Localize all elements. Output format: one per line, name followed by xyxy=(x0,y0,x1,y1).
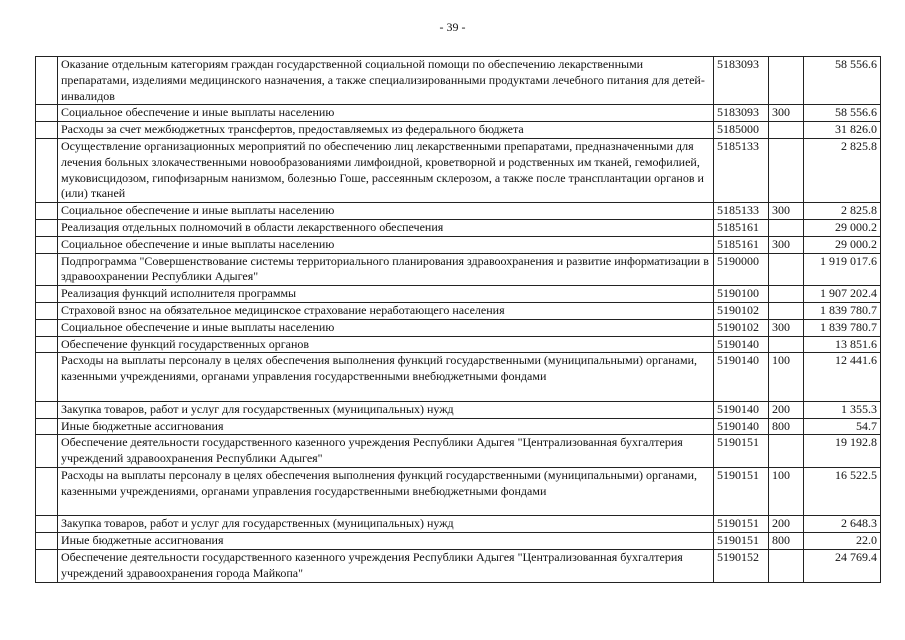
target-code-cell: 5190140 xyxy=(714,401,769,418)
blank-cell xyxy=(36,219,58,236)
amount-cell: 58 556.6 xyxy=(804,57,881,105)
expense-type-cell xyxy=(769,435,804,468)
table-row xyxy=(36,138,881,202)
target-code-cell: 5190100 xyxy=(714,286,769,303)
expense-name-cell: Социальное обеспечение и иные выплаты населению xyxy=(58,236,714,253)
table-row xyxy=(36,549,881,582)
target-code-cell: 5190102 xyxy=(714,319,769,336)
target-code-cell: 5190151 xyxy=(714,467,769,515)
expense-type-cell xyxy=(769,549,804,582)
expense-type-cell xyxy=(769,336,804,353)
target-code-cell: 5190102 xyxy=(714,302,769,319)
amount-cell: 29 000.2 xyxy=(804,219,881,236)
table-row xyxy=(36,286,881,303)
expense-name-cell: Расходы на выплаты персоналу в целях обеспечения выполнения функций государственными (муниципальными) органами, казенными учреждениями, органами управления государственными внебюджетными фондами xyxy=(58,353,714,401)
target-code-cell: 5190140 xyxy=(714,418,769,435)
target-code-cell: 5190151 xyxy=(714,435,769,468)
expense-name-cell: Иные бюджетные ассигнования xyxy=(58,533,714,550)
target-code-cell: 5185133 xyxy=(714,203,769,220)
table-row xyxy=(36,302,881,319)
blank-cell xyxy=(36,105,58,122)
blank-cell xyxy=(36,435,58,468)
target-code-cell: 5190140 xyxy=(714,336,769,353)
expense-name-cell: Осуществление организационных мероприятий по обеспечению лиц лекарственными препаратами, предназначенными для лечения больных злокачественными новообразованиями лимфоидной, кроветворной и родственных им тканей, гемофилией, муковисцидозом, гипофизарным нанизмом, болезнью Гоше, рассеянным склерозом, а также после трансплантации органов и (или) тканей xyxy=(58,138,714,202)
amount-cell: 2 825.8 xyxy=(804,138,881,202)
table-row xyxy=(36,253,881,286)
target-code-cell: 5190152 xyxy=(714,549,769,582)
amount-cell: 29 000.2 xyxy=(804,236,881,253)
expense-name-cell: Реализация функций исполнителя программы xyxy=(58,286,714,303)
blank-cell xyxy=(36,138,58,202)
blank-cell xyxy=(36,418,58,435)
table-row xyxy=(36,57,881,105)
expense-type-cell: 300 xyxy=(769,319,804,336)
target-code-cell: 5190000 xyxy=(714,253,769,286)
expense-type-cell: 800 xyxy=(769,418,804,435)
expense-name-cell: Социальное обеспечение и иные выплаты населению xyxy=(58,319,714,336)
expense-type-cell xyxy=(769,219,804,236)
target-code-cell: 5185161 xyxy=(714,219,769,236)
amount-cell: 2 825.8 xyxy=(804,203,881,220)
amount-cell: 12 441.6 xyxy=(804,353,881,401)
table-row xyxy=(36,319,881,336)
blank-cell xyxy=(36,253,58,286)
expense-type-cell: 300 xyxy=(769,203,804,220)
expense-name-cell: Реализация отдельных полномочий в области лекарственного обеспечения xyxy=(58,219,714,236)
expense-name-cell: Подпрограмма "Совершенствование системы территориального планирования здравоохранения и развитие информатизации в здравоохранении Республики Адыгея" xyxy=(58,253,714,286)
page-number: - 39 - xyxy=(439,20,466,34)
blank-cell xyxy=(36,401,58,418)
expense-type-cell: 300 xyxy=(769,105,804,122)
amount-cell: 54.7 xyxy=(804,418,881,435)
blank-cell xyxy=(36,467,58,515)
blank-cell xyxy=(36,549,58,582)
blank-cell xyxy=(36,302,58,319)
expense-name-cell: Расходы на выплаты персоналу в целях обеспечения выполнения функций государственными (муниципальными) органами, казенными учреждениями, органами управления государственными внебюджетными фондами xyxy=(58,467,714,515)
budget-table-body xyxy=(36,57,881,583)
expense-type-cell: 100 xyxy=(769,467,804,515)
table-row xyxy=(36,435,881,468)
table-row xyxy=(36,401,881,418)
table-row xyxy=(36,122,881,139)
amount-cell: 22.0 xyxy=(804,533,881,550)
expense-type-cell: 300 xyxy=(769,236,804,253)
expense-type-cell xyxy=(769,286,804,303)
blank-cell xyxy=(36,533,58,550)
target-code-cell: 5190140 xyxy=(714,353,769,401)
table-row xyxy=(36,105,881,122)
table-row xyxy=(36,353,881,401)
expense-type-cell: 800 xyxy=(769,533,804,550)
expense-name-cell: Закупка товаров, работ и услуг для государственных (муниципальных) нужд xyxy=(58,516,714,533)
expense-type-cell xyxy=(769,302,804,319)
amount-cell: 16 522.5 xyxy=(804,467,881,515)
blank-cell xyxy=(36,516,58,533)
target-code-cell: 5185133 xyxy=(714,138,769,202)
blank-cell xyxy=(36,57,58,105)
expense-type-cell xyxy=(769,57,804,105)
blank-cell xyxy=(36,319,58,336)
amount-cell: 19 192.8 xyxy=(804,435,881,468)
expense-name-cell: Оказание отдельным категориям граждан государственной социальной помощи по обеспечению лекарственными препаратами, изделиями медицинского назначения, а также специализированными продуктами лечебного питания для детей-инвалидов xyxy=(58,57,714,105)
amount-cell: 1 919 017.6 xyxy=(804,253,881,286)
table-row xyxy=(36,516,881,533)
table-row xyxy=(36,418,881,435)
amount-cell: 2 648.3 xyxy=(804,516,881,533)
expense-type-cell xyxy=(769,138,804,202)
blank-cell xyxy=(36,203,58,220)
expense-name-cell: Закупка товаров, работ и услуг для государственных (муниципальных) нужд xyxy=(58,401,714,418)
amount-cell: 24 769.4 xyxy=(804,549,881,582)
target-code-cell: 5190151 xyxy=(714,533,769,550)
table-row xyxy=(36,467,881,515)
amount-cell: 31 826.0 xyxy=(804,122,881,139)
table-row xyxy=(36,236,881,253)
expense-type-cell xyxy=(769,122,804,139)
blank-cell xyxy=(36,286,58,303)
expense-type-cell: 200 xyxy=(769,516,804,533)
table-row xyxy=(36,219,881,236)
target-code-cell: 5190151 xyxy=(714,516,769,533)
target-code-cell: 5185000 xyxy=(714,122,769,139)
table-row xyxy=(36,533,881,550)
expense-name-cell: Обеспечение деятельности государственного казенного учреждения Республики Адыгея "Централизованная бухгалтерия учреждений здравоохранения Республики Адыгея" xyxy=(58,435,714,468)
target-code-cell: 5183093 xyxy=(714,57,769,105)
target-code-cell: 5185161 xyxy=(714,236,769,253)
expense-name-cell: Обеспечение деятельности государственного казенного учреждения Республики Адыгея "Централизованная бухгалтерия учреждений здравоохранения города Майкопа" xyxy=(58,549,714,582)
target-code-cell: 5183093 xyxy=(714,105,769,122)
amount-cell: 1 355.3 xyxy=(804,401,881,418)
amount-cell: 1 839 780.7 xyxy=(804,319,881,336)
amount-cell: 1 839 780.7 xyxy=(804,302,881,319)
expense-name-cell: Социальное обеспечение и иные выплаты населению xyxy=(58,105,714,122)
amount-cell: 13 851.6 xyxy=(804,336,881,353)
expense-name-cell: Обеспечение функций государственных органов xyxy=(58,336,714,353)
expense-name-cell: Расходы за счет межбюджетных трансфертов, предоставляемых из федерального бюджета xyxy=(58,122,714,139)
blank-cell xyxy=(36,336,58,353)
expense-type-cell xyxy=(769,253,804,286)
expense-type-cell: 100 xyxy=(769,353,804,401)
amount-cell: 58 556.6 xyxy=(804,105,881,122)
budget-table xyxy=(35,56,881,583)
blank-cell xyxy=(36,236,58,253)
blank-cell xyxy=(36,353,58,401)
expense-name-cell: Иные бюджетные ассигнования xyxy=(58,418,714,435)
amount-cell: 1 907 202.4 xyxy=(804,286,881,303)
expense-type-cell: 200 xyxy=(769,401,804,418)
table-row xyxy=(36,336,881,353)
blank-cell xyxy=(36,122,58,139)
table-row xyxy=(36,203,881,220)
expense-name-cell: Социальное обеспечение и иные выплаты населению xyxy=(58,203,714,220)
expense-name-cell: Страховой взнос на обязательное медицинское страхование неработающего населения xyxy=(58,302,714,319)
